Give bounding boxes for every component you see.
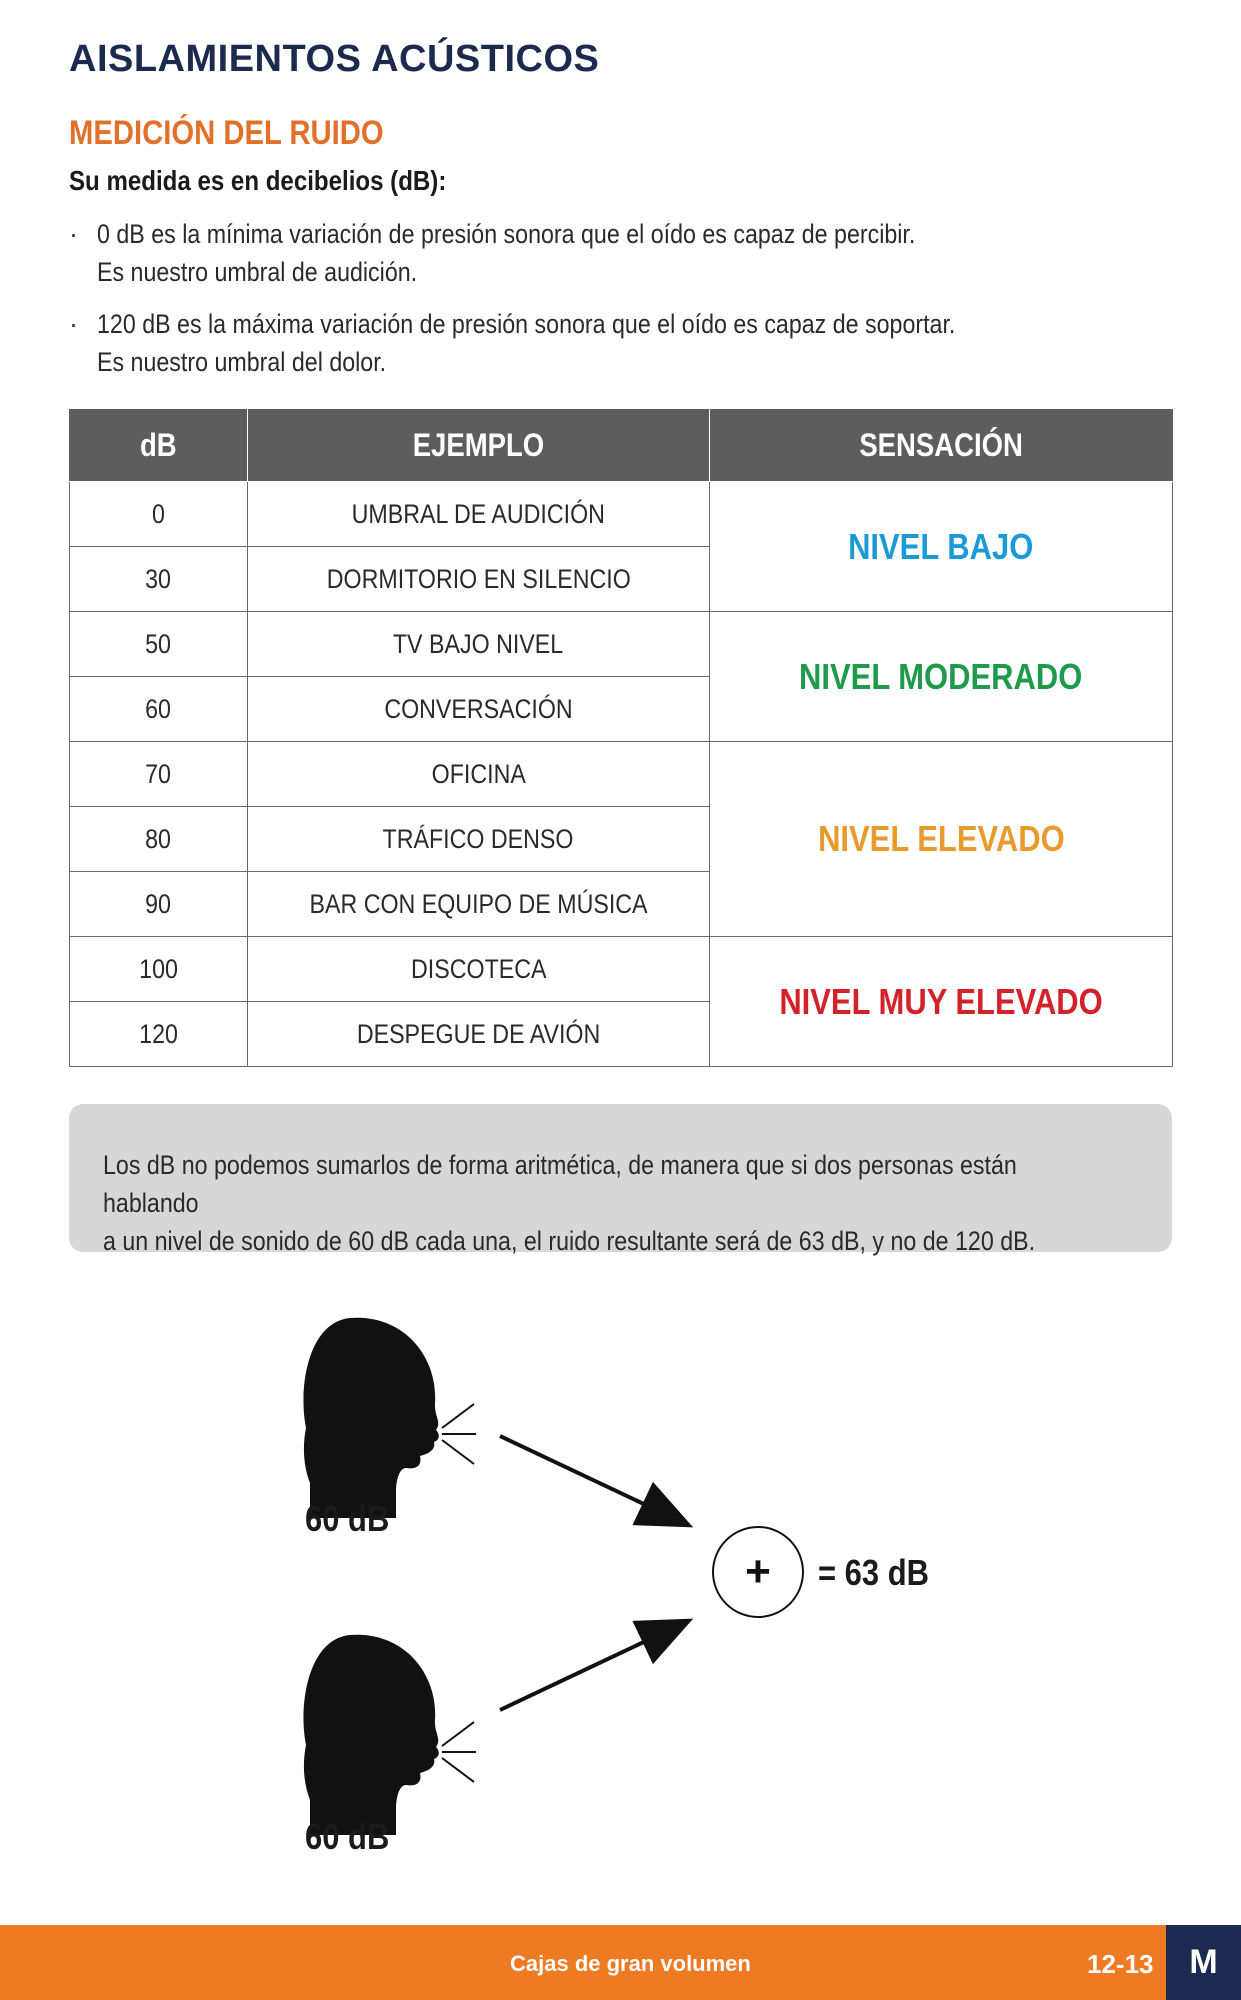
cell-db: 80 bbox=[70, 807, 248, 872]
arrow-icon bbox=[500, 1622, 686, 1710]
arrow-icon bbox=[500, 1436, 686, 1524]
sound-waves-icon bbox=[442, 1404, 476, 1464]
cell-ejemplo: BAR CON EQUIPO DE MÚSICA bbox=[248, 872, 710, 937]
bullet-marker: · bbox=[69, 309, 78, 339]
speaker-top-label: 60 dB bbox=[305, 1498, 390, 1539]
header-ejemplo: EJEMPLO bbox=[248, 409, 710, 482]
bullet-text: 0 dB es la mínima variación de presión sonora que el oído es capaz de percibir. Es nuestro umbral de audición. bbox=[97, 219, 916, 287]
footer-bar bbox=[0, 1925, 1241, 2000]
section-title: MEDICIÓN DEL RUIDO bbox=[69, 114, 384, 152]
cell-ejemplo: TV BAJO NIVEL bbox=[248, 612, 710, 677]
head-silhouette-icon bbox=[303, 1635, 438, 1835]
cell-ejemplo: DESPEGUE DE AVIÓN bbox=[248, 1002, 710, 1067]
cell-db: 120 bbox=[70, 1002, 248, 1067]
bullet-item bbox=[69, 305, 1169, 381]
brand-logo: M bbox=[1166, 1925, 1241, 2000]
cell-db: 0 bbox=[70, 482, 248, 547]
cell-ejemplo: DISCOTECA bbox=[248, 937, 710, 1002]
cell-ejemplo: DORMITORIO EN SILENCIO bbox=[248, 547, 710, 612]
table-row bbox=[70, 937, 1173, 1002]
cell-db: 50 bbox=[70, 612, 248, 677]
page-numbers: 12-13 bbox=[1087, 1949, 1154, 1979]
cell-db: 30 bbox=[70, 547, 248, 612]
bullet-marker: · bbox=[69, 219, 78, 249]
note-box bbox=[69, 1104, 1172, 1256]
cell-db: 60 bbox=[70, 677, 248, 742]
cell-db: 100 bbox=[70, 937, 248, 1002]
table-row bbox=[70, 742, 1173, 807]
cell-level-moderado: NIVEL MODERADO bbox=[710, 612, 1173, 742]
bullet-list bbox=[69, 215, 1169, 395]
head-silhouette-icon bbox=[303, 1318, 438, 1518]
subtitle: Su medida es en decibelios (dB): bbox=[69, 165, 447, 196]
cell-db: 70 bbox=[70, 742, 248, 807]
illustration-graphic bbox=[0, 1300, 1241, 1900]
speaker-bottom-label: 60 dB bbox=[305, 1816, 390, 1857]
bullet-item bbox=[69, 215, 1169, 291]
plus-symbol: + bbox=[745, 1547, 771, 1596]
decibel-sum-illustration bbox=[0, 1300, 1241, 1900]
cell-ejemplo: TRÁFICO DENSO bbox=[248, 807, 710, 872]
bullet-text: 120 dB es la máxima variación de presión sonora que el oído es capaz de soportar. Es nuestro umbral del dolor. bbox=[97, 309, 956, 377]
result-label: = 63 dB bbox=[818, 1552, 929, 1593]
cell-ejemplo: OFICINA bbox=[248, 742, 710, 807]
sound-waves-icon bbox=[442, 1722, 476, 1782]
cell-db: 90 bbox=[70, 872, 248, 937]
header-sensacion: SENSACIÓN bbox=[710, 409, 1173, 482]
cell-ejemplo: UMBRAL DE AUDICIÓN bbox=[248, 482, 710, 547]
footer-title: Cajas de gran volumen bbox=[510, 1951, 751, 1976]
table-row bbox=[70, 482, 1173, 547]
header-db: dB bbox=[70, 409, 248, 482]
table-header-row bbox=[70, 409, 1173, 482]
cell-level-elevado: NIVEL ELEVADO bbox=[710, 742, 1173, 937]
cell-level-bajo: NIVEL BAJO bbox=[710, 482, 1173, 612]
cell-ejemplo: CONVERSACIÓN bbox=[248, 677, 710, 742]
cell-level-muy-elevado: NIVEL MUY ELEVADO bbox=[710, 937, 1173, 1067]
note-text: Los dB no podemos sumarlos de forma aritmética, de manera que si dos personas están hablando a un nivel de sonido de 60 dB cada una, el ruido resultante será de 63 dB, y no de 120 dB. bbox=[103, 1150, 1036, 1256]
decibel-table bbox=[69, 409, 1173, 1067]
page-title: AISLAMIENTOS ACÚSTICOS bbox=[69, 38, 600, 80]
table-row bbox=[70, 612, 1173, 677]
